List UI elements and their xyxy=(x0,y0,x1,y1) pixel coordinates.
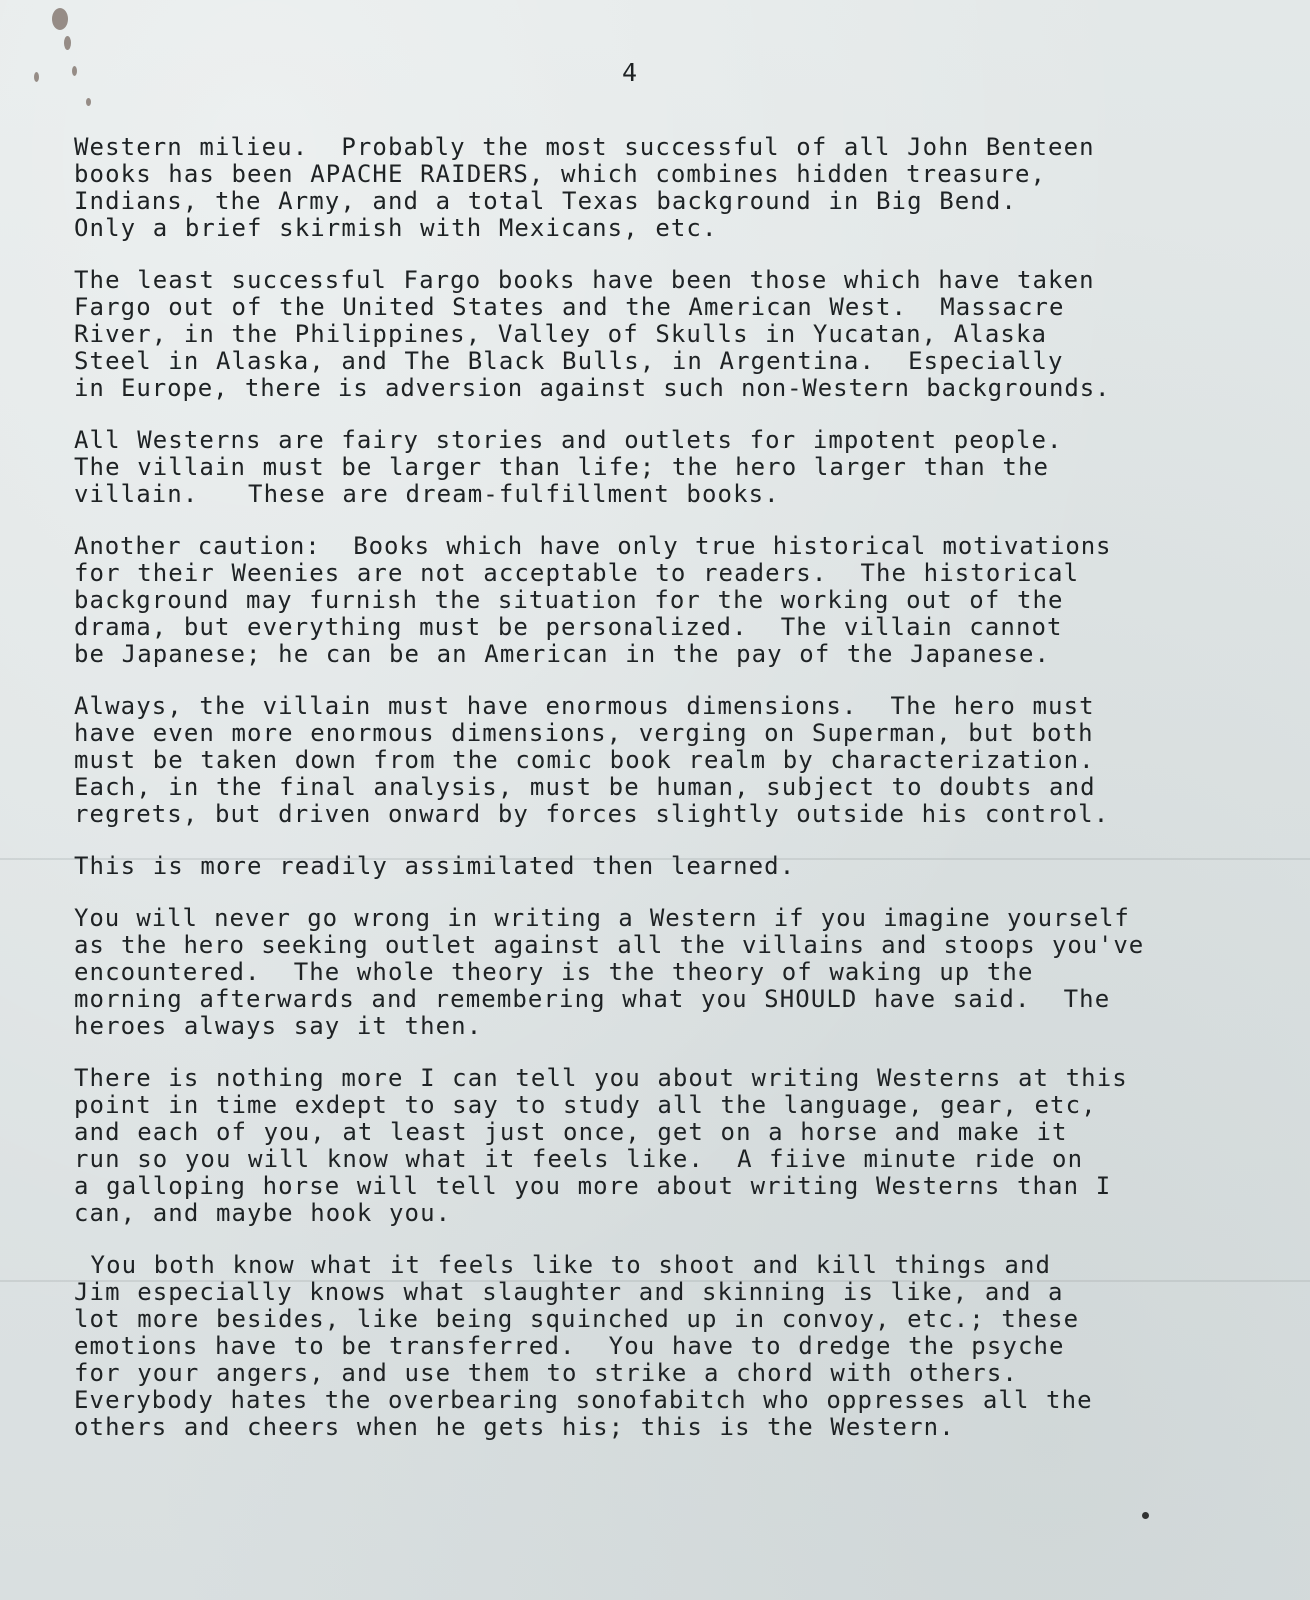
text-line: This is more readily assimilated then learned. xyxy=(74,852,796,880)
document-body xyxy=(74,134,1294,1466)
text-line: have even more enormous dimensions, verging on Superman, but both xyxy=(74,719,1094,747)
text-line: Each, in the final analysis, must be human, subject to doubts and xyxy=(74,773,1096,801)
page-number: 4 xyxy=(622,58,638,87)
text-line: be Japanese; he can be an American in the pay of the Japanese. xyxy=(74,640,1051,668)
text-line: Jim especially knows what slaughter and skinning is like, and a xyxy=(74,1278,1064,1306)
paragraph-2 xyxy=(74,267,1294,402)
text-line: and each of you, at least just once, get on a horse and make it xyxy=(74,1118,1068,1146)
text-line: You will never go wrong in writing a Western if you imagine yourself xyxy=(74,904,1130,932)
text-line: Always, the villain must have enormous dimensions. The hero must xyxy=(74,692,1095,720)
paragraph-6 xyxy=(74,853,1294,880)
text-line: must be taken down from the comic book realm by characterization. xyxy=(74,746,1095,774)
ink-dot xyxy=(1142,1512,1149,1519)
text-line: others and cheers when he gets his; this is the Western. xyxy=(74,1413,955,1441)
paragraph-5 xyxy=(74,693,1294,828)
paragraph-9 xyxy=(74,1252,1294,1441)
paper-stain xyxy=(72,66,77,76)
text-line: You both know what it feels like to shoot and kill things and xyxy=(74,1251,1052,1279)
text-line: point in time exdept to say to study all the language, gear, etc, xyxy=(74,1091,1097,1119)
text-line: as the hero seeking outlet against all the villains and stoops you've xyxy=(74,931,1145,959)
text-line: Only a brief skirmish with Mexicans, etc. xyxy=(74,214,718,242)
paper-stain xyxy=(34,72,39,82)
text-line: encountered. The whole theory is the theory of waking up the xyxy=(74,958,1034,986)
paper-stain xyxy=(64,36,71,50)
text-line: All Westerns are fairy stories and outlets for impotent people. xyxy=(74,426,1063,454)
text-line: run so you will know what it feels like. A fiive minute ride on xyxy=(74,1145,1084,1173)
text-line: regrets, but driven onward by forces slightly outside his control. xyxy=(74,800,1110,828)
text-line: Indians, the Army, and a total Texas background in Big Bend. xyxy=(74,187,1017,215)
text-line: Everybody hates the overbearing sonofabitch who oppresses all the xyxy=(74,1386,1093,1414)
text-line: morning afterwards and remembering what you SHOULD have said. The xyxy=(74,985,1111,1013)
text-line: books has been APACHE RAIDERS, which combines hidden treasure, xyxy=(74,160,1047,188)
text-line: in Europe, there is adversion against such non-Western backgrounds. xyxy=(74,374,1111,402)
text-line: Another caution: Books which have only true historical motivations xyxy=(74,532,1112,560)
text-line: background may furnish the situation for the working out of the xyxy=(74,586,1064,614)
text-line: Steel in Alaska, and The Black Bulls, in Argentina. Especially xyxy=(74,347,1064,375)
text-line: There is nothing more I can tell you about writing Westerns at this xyxy=(74,1064,1128,1092)
text-line: for your angers, and use them to strike a chord with others. xyxy=(74,1359,1018,1387)
paragraph-8 xyxy=(74,1065,1294,1227)
text-line: The least successful Fargo books have been those which have taken xyxy=(74,266,1095,294)
text-line: lot more besides, like being squinched up in convoy, etc.; these xyxy=(74,1305,1080,1333)
text-line: can, and maybe hook you. xyxy=(74,1199,452,1227)
text-line: emotions have to be transferred. You have to dredge the psyche xyxy=(74,1332,1065,1360)
paper-stain xyxy=(86,98,91,106)
text-line: drama, but everything must be personalized. The villain cannot xyxy=(74,613,1063,641)
text-line: heroes always say it then. xyxy=(74,1012,483,1040)
text-line: Western milieu. Probably the most successful of all John Benteen xyxy=(74,133,1095,161)
paper-stain xyxy=(52,8,68,30)
text-line: for their Weenies are not acceptable to readers. The historical xyxy=(74,559,1080,587)
text-line: The villain must be larger than life; the hero larger than the xyxy=(74,453,1050,481)
paragraph-4 xyxy=(74,533,1294,668)
paragraph-7 xyxy=(74,905,1294,1040)
paragraph-3 xyxy=(74,427,1294,508)
text-line: villain. These are dream-fulfillment books. xyxy=(74,480,780,508)
paragraph-1 xyxy=(74,134,1294,242)
text-line: River, in the Philippines, Valley of Skulls in Yucatan, Alaska xyxy=(74,320,1048,348)
text-line: a galloping horse will tell you more about writing Westerns than I xyxy=(74,1172,1112,1200)
text-line: Fargo out of the United States and the American West. Massacre xyxy=(74,293,1065,321)
